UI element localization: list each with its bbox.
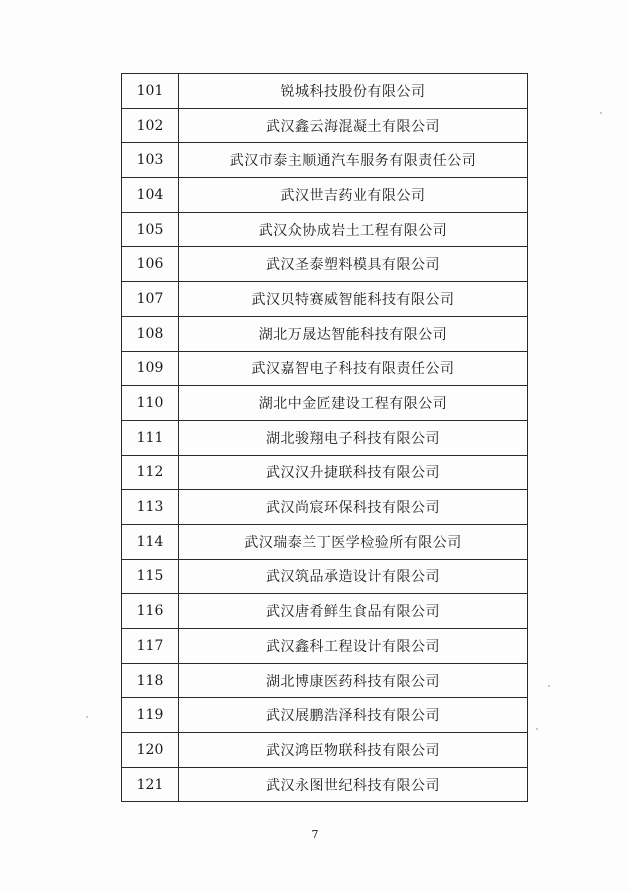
row-number: 112 [122,455,179,490]
row-number: 104 [122,178,179,213]
row-number: 116 [122,594,179,629]
company-name: 锐城科技股份有限公司 [179,74,528,109]
company-name: 武汉永图世纪科技有限公司 [179,767,528,802]
company-name: 湖北中金匠建设工程有限公司 [179,386,528,421]
row-number: 118 [122,663,179,698]
row-number: 108 [122,316,179,351]
company-name: 武汉嘉智电子科技有限责任公司 [179,351,528,386]
row-number: 105 [122,212,179,247]
row-number: 114 [122,524,179,559]
company-name: 武汉鑫云海混凝土有限公司 [179,108,528,143]
company-name: 武汉尚宸环保科技有限公司 [179,490,528,525]
row-number: 119 [122,698,179,733]
company-name: 湖北骏翔电子科技有限公司 [179,420,528,455]
table-row [122,733,528,768]
company-name: 湖北万晟达智能科技有限公司 [179,316,528,351]
company-name: 武汉鑫科工程设计有限公司 [179,629,528,664]
row-number: 113 [122,490,179,525]
company-name: 武汉市泰主顺通汽车服务有限责任公司 [179,143,528,178]
company-list-body [122,74,528,802]
company-name: 武汉贝特赛威智能科技有限公司 [179,282,528,317]
table-row [122,767,528,802]
page-number: 7 [311,828,319,841]
row-number: 101 [122,74,179,109]
company-name: 武汉众协成岩土工程有限公司 [179,212,528,247]
row-number: 102 [122,108,179,143]
table-row [122,698,528,733]
table-row [122,455,528,490]
scan-speck [548,685,550,687]
row-number: 121 [122,767,179,802]
company-name: 武汉圣泰塑料模具有限公司 [179,247,528,282]
scan-speck [536,728,538,730]
table-row [122,316,528,351]
company-name: 武汉筑品承造设计有限公司 [179,559,528,594]
table-row [122,524,528,559]
company-list-table [121,73,528,802]
company-name: 武汉瑞泰兰丁医学检验所有限公司 [179,524,528,559]
company-name: 武汉世吉药业有限公司 [179,178,528,213]
table-row [122,420,528,455]
table-row [122,629,528,664]
table-row [122,559,528,594]
table-row [122,351,528,386]
table-row [122,490,528,525]
company-name: 武汉汉升捷联科技有限公司 [179,455,528,490]
table-row [122,247,528,282]
row-number: 103 [122,143,179,178]
company-name: 湖北博康医药科技有限公司 [179,663,528,698]
table-row [122,74,528,109]
company-name: 武汉鸿臣物联科技有限公司 [179,733,528,768]
table-row [122,108,528,143]
company-name: 武汉唐肴鲜生食品有限公司 [179,594,528,629]
row-number: 120 [122,733,179,768]
row-number: 110 [122,386,179,421]
table-row [122,143,528,178]
table-row [122,594,528,629]
scan-speck [600,112,602,114]
row-number: 111 [122,420,179,455]
table-row [122,386,528,421]
row-number: 106 [122,247,179,282]
company-name: 武汉展鹏浩泽科技有限公司 [179,698,528,733]
row-number: 117 [122,629,179,664]
row-number: 107 [122,282,179,317]
table-row [122,663,528,698]
table-row [122,212,528,247]
scan-speck [86,716,88,718]
row-number: 109 [122,351,179,386]
table-row [122,282,528,317]
row-number: 115 [122,559,179,594]
table-row [122,178,528,213]
